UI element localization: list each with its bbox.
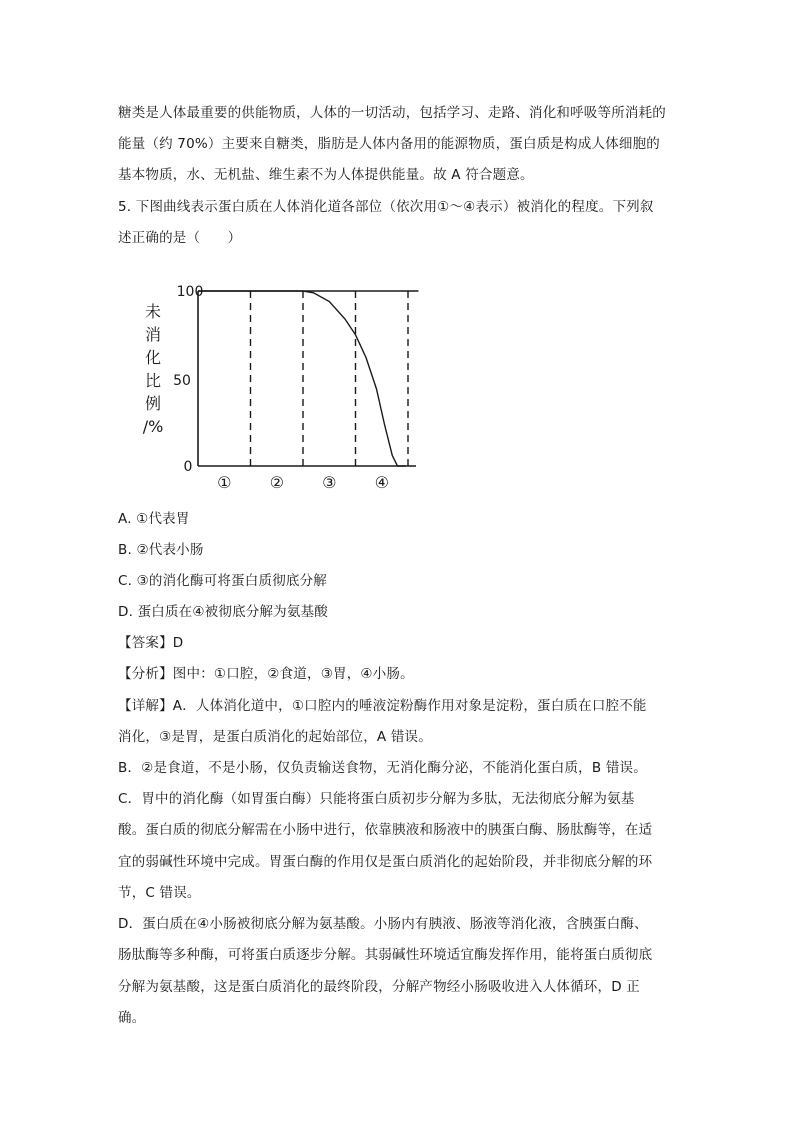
detail-line: 宜的弱碱性环境中完成。胃蛋白酶的作用仅是蛋白质消化的起始阶段，并非彻底分解的环 bbox=[118, 854, 653, 870]
y-axis-label-char: 消 bbox=[144, 325, 162, 344]
analysis-line: 【分析】图中：①口腔，②食道，③胃，④小肠。 bbox=[118, 666, 414, 682]
y-axis-label-char: 例 bbox=[144, 394, 162, 413]
detail-line: 酸。蛋白质的彻底分解需在小肠中进行，依靠胰液和肠液中的胰蛋白酶、肠肽酶等，在适 bbox=[118, 822, 653, 838]
y-axis-label-char: 化 bbox=[144, 348, 162, 367]
option-c: C. ③的消化酶可将蛋白质彻底分解 bbox=[118, 573, 328, 589]
region-labels bbox=[217, 473, 389, 492]
detail-line: 消化，③是胃，是蛋白质消化的起始部位，A 错误。 bbox=[118, 729, 432, 745]
detail-line: B．②是食道，不是小肠，仅负责输送食物，无消化酶分泌，不能消化蛋白质，B 错误。 bbox=[118, 760, 647, 776]
detail-line: D．蛋白质在④小肠被彻底分解为氨基酸。小肠内有胰液、肠液等消化液，含胰蛋白酶、 bbox=[118, 916, 648, 932]
detail-line: 【详解】A．人体消化道中，①口腔内的唾液淀粉酶作用对象是淀粉，蛋白质在口腔不能 bbox=[118, 698, 647, 714]
y-tick-label-100: 100 bbox=[176, 284, 204, 300]
region-label: ③ bbox=[322, 473, 337, 492]
y-axis-label-char: 未 bbox=[144, 302, 162, 321]
option-a: A. ①代表胃 bbox=[118, 511, 190, 527]
question-stem-line: 5. 下图曲线表示蛋白质在人体消化道各部位（依次用①～④表示）被消化的程度。下列叙 bbox=[118, 199, 654, 215]
y-tick-label-0: 0 bbox=[183, 459, 193, 475]
y-tick-label-50: 50 bbox=[173, 373, 191, 389]
intro-line: 能量（约 70%）主要来自糖类，脂肪是人体内备用的能源物质，蛋白质是构成人体细胞的 bbox=[118, 136, 660, 152]
question-stem-line: 述正确的是（ ） bbox=[118, 230, 242, 246]
detail-line: 节，C 错误。 bbox=[118, 885, 201, 901]
undigested-protein-curve bbox=[198, 291, 405, 466]
digestion-chart bbox=[140, 278, 450, 498]
detail-line: 分解为氨基酸，这是蛋白质消化的最终阶段，分解产物经小肠吸收进入人体循环，D 正 bbox=[118, 979, 640, 995]
detail-line: 确。 bbox=[118, 1010, 146, 1026]
intro-line: 基本物质，水、无机盐、维生素不为人体提供能量。故 A 符合题意。 bbox=[118, 167, 534, 183]
y-axis-label bbox=[143, 302, 164, 436]
region-label: ① bbox=[217, 473, 232, 492]
y-axis-label-char: /% bbox=[142, 417, 164, 436]
region-boundaries bbox=[251, 291, 409, 466]
intro-line: 糖类是人体最重要的供能物质，人体的一切活动，包括学习、走路、消化和呼吸等所消耗的 bbox=[118, 105, 666, 121]
option-b: B. ②代表小肠 bbox=[118, 542, 204, 558]
detail-line: 肠肽酶等多种酶，可将蛋白质逐步分解。其弱碱性环境适宜酶发挥作用，能将蛋白质彻底 bbox=[118, 947, 653, 963]
y-axis-label-char: 比 bbox=[144, 371, 162, 390]
region-label: ④ bbox=[374, 473, 389, 492]
option-d: D. 蛋白质在④被彻底分解为氨基酸 bbox=[118, 604, 328, 620]
answer-line: 【答案】D bbox=[118, 635, 184, 651]
region-label: ② bbox=[269, 473, 284, 492]
detail-line: C．胃中的消化酶（如胃蛋白酶）只能将蛋白质初步分解为多肽，无法彻底分解为氨基 bbox=[118, 791, 635, 807]
